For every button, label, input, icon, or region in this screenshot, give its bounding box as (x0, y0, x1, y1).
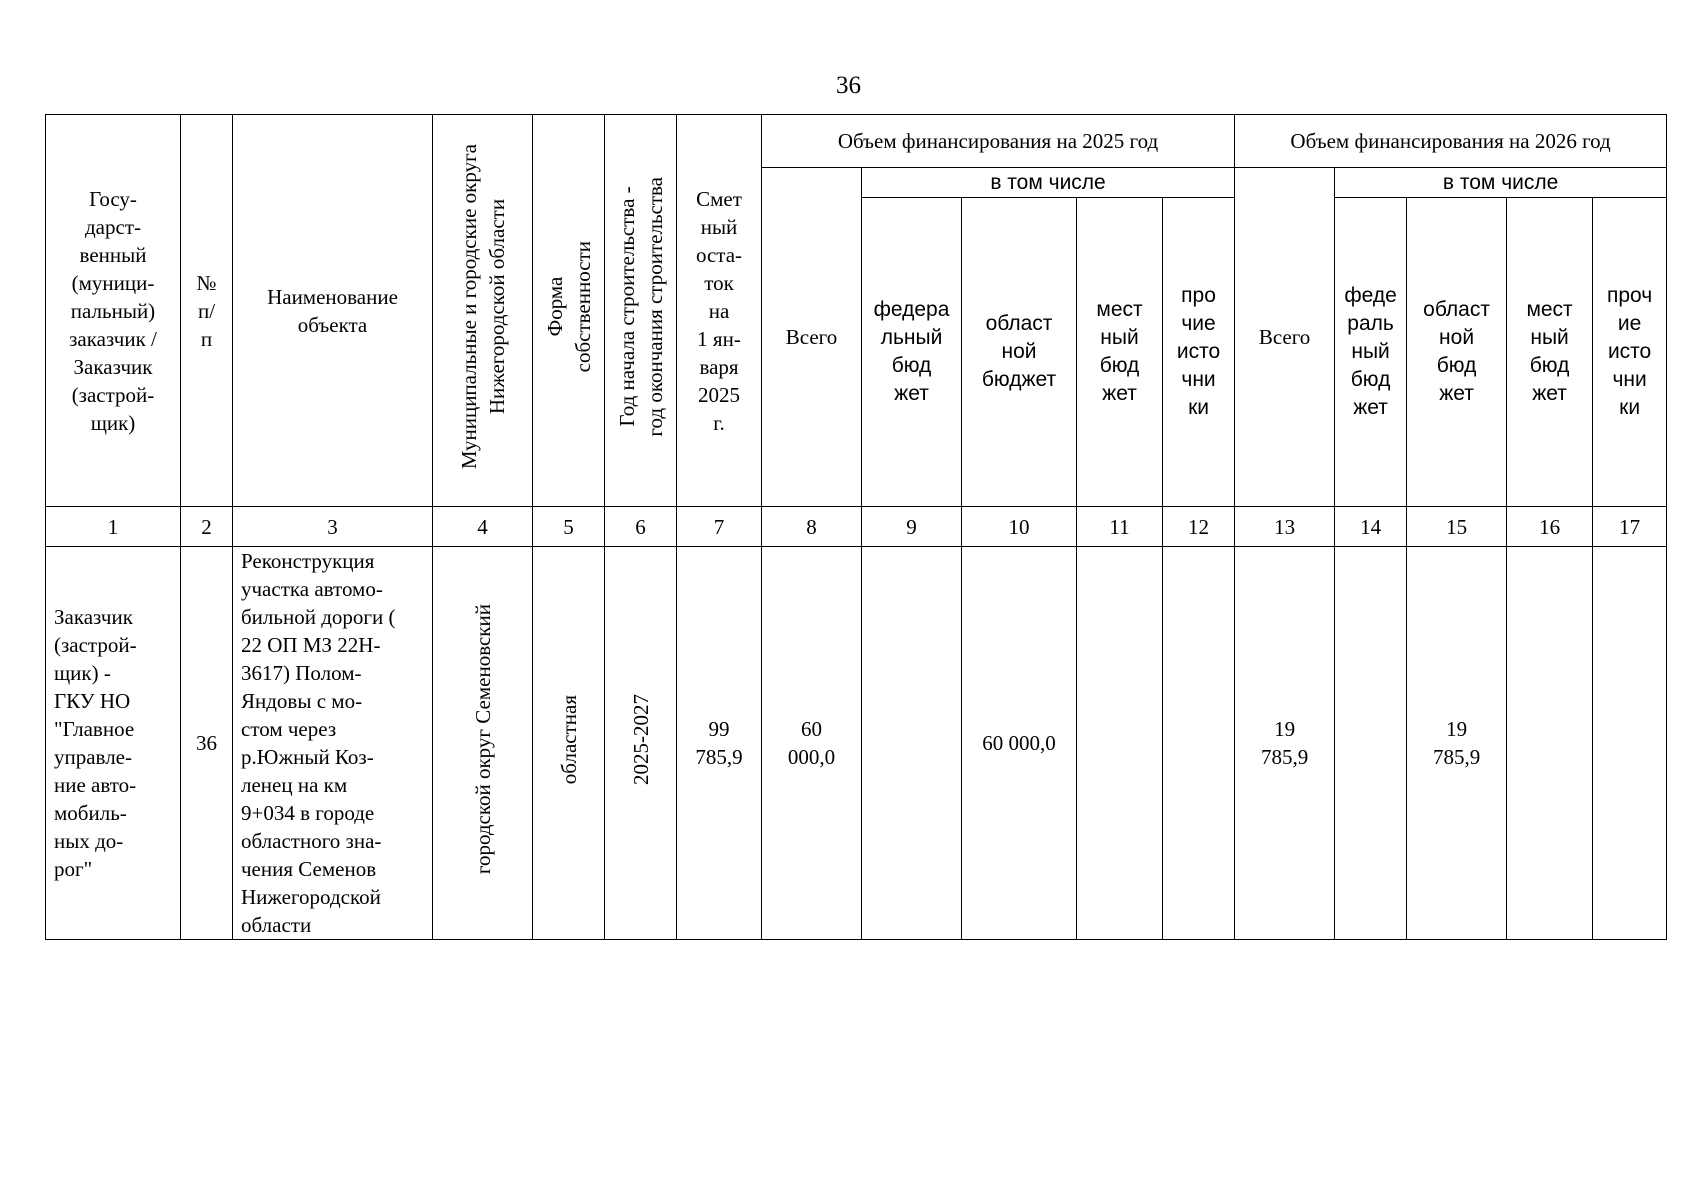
header-object-name (233, 115, 433, 507)
header-regional-2026 (1407, 198, 1507, 507)
table-row (46, 547, 1667, 940)
header-other-2026 (1593, 198, 1667, 507)
column-numbers-row (46, 507, 1667, 547)
cell-object-name-text: Реконструкция участка автомо- бильной дороги ( 22 ОП МЗ 22Н- 3617) Полом- Яндовы с мо- стом через р.Южный Коз- ленец на км 9+034 в городе областного зна- чения Семенов Нижегородской области (241, 549, 396, 937)
cell-number-text: 36 (196, 731, 217, 755)
cell-years-text: 2025-2027 (628, 694, 653, 785)
cell-regional-2026-text: 19 785,9 (1432, 717, 1481, 769)
cell-total-2025-text: 60 000,0 (787, 717, 836, 769)
header-including-2025-label: в том числе (990, 170, 1106, 194)
cell-total-2026-text: 19 785,9 (1260, 717, 1309, 769)
header-local-2025 (1077, 198, 1163, 507)
header-regional-2026-label: област ной бюд жет (1423, 298, 1490, 405)
header-ownership (533, 115, 605, 507)
header-total-2025-label: Всего (785, 325, 838, 349)
cell-years (605, 547, 677, 940)
cell-other-2025 (1163, 547, 1235, 940)
cell-total-2026 (1235, 547, 1335, 940)
column-number: 12 (1163, 507, 1235, 547)
header-estimate-label: Смет ный оста- ток на 1 ян- варя 2025 г. (695, 186, 743, 435)
cell-regional-2026 (1407, 547, 1507, 940)
header-row-top (46, 115, 1667, 168)
column-number: 1 (46, 507, 181, 547)
column-number: 2 (181, 507, 233, 547)
cell-estimate (677, 547, 762, 940)
header-years (605, 115, 677, 507)
header-federal-2025 (862, 198, 962, 507)
header-number-label: № п/ п (196, 270, 217, 351)
header-regional-2025 (962, 198, 1077, 507)
cell-regional-2025 (962, 547, 1077, 940)
column-number: 15 (1407, 507, 1507, 547)
cell-federal-2026 (1335, 547, 1407, 940)
column-number: 6 (605, 507, 677, 547)
cell-federal-2025 (862, 547, 962, 940)
header-other-2025 (1163, 198, 1235, 507)
cell-object-name (233, 547, 433, 940)
cell-estimate-text: 99 785,9 (695, 717, 743, 769)
column-number: 7 (677, 507, 762, 547)
header-customer-label: Госу- дарст- венный (муници- пальный) заказчик / Заказчик (застрой- щик) (69, 186, 157, 435)
cell-local-2025 (1077, 547, 1163, 940)
column-number: 5 (533, 507, 605, 547)
header-federal-2026 (1335, 198, 1407, 507)
header-total-2025 (762, 168, 862, 507)
header-including-2026 (1335, 168, 1667, 198)
header-including-2026-label: в том числе (1442, 170, 1559, 194)
cell-total-2025 (762, 547, 862, 940)
column-number: 17 (1593, 507, 1667, 547)
cell-regional-2025-text: 60 000,0 (982, 731, 1056, 755)
header-other-2026-label: проч ие исто чни ки (1606, 284, 1653, 419)
header-funding-2026-label: Объем финансирования на 2026 год (1290, 129, 1611, 153)
header-municipality-label: Муниципальные и городские округа Нижегородской области (456, 144, 509, 470)
cell-customer-text: Заказчик (застрой- щик) - ГКУ НО "Главное управле- ние авто- мобиль- ных до- рог" (54, 605, 137, 881)
column-number: 14 (1335, 507, 1407, 547)
header-funding-2026 (1235, 115, 1667, 168)
header-regional-2025-label: област ной бюджет (981, 312, 1057, 391)
column-number: 3 (233, 507, 433, 547)
cell-other-2026 (1593, 547, 1667, 940)
header-other-2025-label: про чие исто чни ки (1176, 284, 1221, 419)
column-number: 4 (433, 507, 533, 547)
cell-local-2026 (1507, 547, 1593, 940)
header-customer (46, 115, 181, 507)
header-number (181, 115, 233, 507)
header-municipality (433, 115, 533, 507)
cell-municipality (433, 547, 533, 940)
investment-table (45, 114, 1667, 940)
header-local-2026-label: мест ный бюд жет (1526, 298, 1573, 405)
header-total-2026-label: Всего (1258, 325, 1311, 349)
page-number: 36 (836, 72, 861, 99)
column-number: 10 (962, 507, 1077, 547)
column-number: 13 (1235, 507, 1335, 547)
column-number: 11 (1077, 507, 1163, 547)
header-funding-2025 (762, 115, 1235, 168)
header-federal-2025-label: федера льный бюд жет (873, 298, 950, 405)
header-local-2026 (1507, 198, 1593, 507)
header-funding-2025-label: Объем финансирования на 2025 год (837, 129, 1159, 153)
header-federal-2026-label: феде раль ный бюд жет (1344, 284, 1397, 419)
header-estimate (677, 115, 762, 507)
header-including-2025 (862, 168, 1235, 198)
cell-number (181, 547, 233, 940)
header-years-label: Год начала строительства - год окончания строительства (614, 177, 667, 437)
cell-ownership-text: областная (556, 694, 581, 785)
column-number: 9 (862, 507, 962, 547)
header-object-name-label: Наименование объекта (267, 284, 398, 337)
cell-customer (46, 547, 181, 940)
header-ownership-label: Форма собственности (542, 241, 595, 373)
header-local-2025-label: мест ный бюд жет (1096, 298, 1143, 405)
cell-ownership (533, 547, 605, 940)
header-total-2026 (1235, 168, 1335, 507)
column-number: 16 (1507, 507, 1593, 547)
column-number: 8 (762, 507, 862, 547)
cell-municipality-text: городской округ Семеновский (470, 604, 495, 875)
